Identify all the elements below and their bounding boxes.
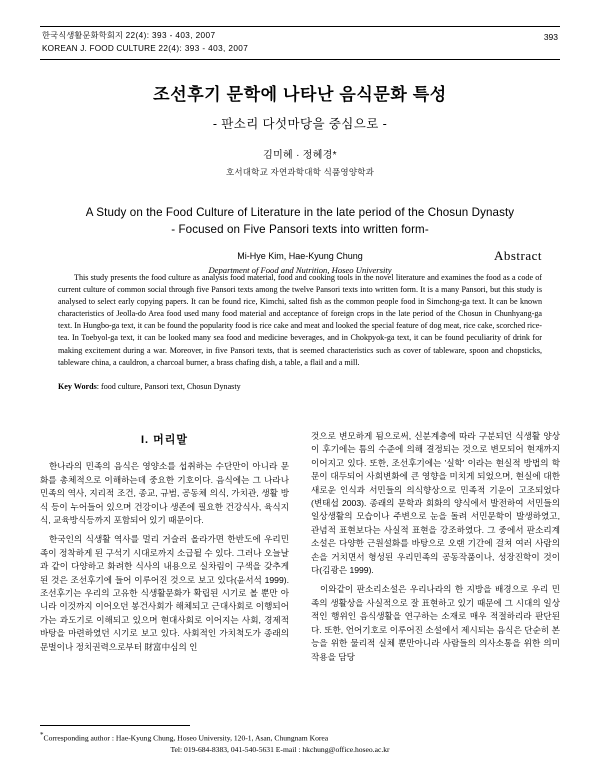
paragraph: 한나라의 민족의 음식은 영양소를 섭취하는 수단만이 아니라 문화를 총체적으로 이해하는데 중요한 기호이다. 음식에는 그 나라나 민족의 역사, 지리적 조건, 종교, 규범, 공동체 의식, 가치관, 생활 방식 등이 누어들어 있으며 건강이나 생존에 필요한 건강식사, 육식지식, 교육방식등까지 포함되어 있기 때문이다.	[40, 461, 289, 526]
abstract-heading: Abstract	[493, 248, 542, 263]
footnote-line1: Corresponding author : Hae-Kyung Chung, Hoseo University, 120-1, Asan, Chungnam Korea	[43, 734, 329, 743]
abstract-section	[58, 248, 542, 391]
authors-korean: 김미혜 · 정혜경*	[263, 150, 337, 161]
page-header	[40, 26, 560, 60]
footnote-mark: *	[40, 731, 44, 740]
paragraph: 한국인의 식생활 역사를 멀리 거슬러 올라가면 한반도에 우리민족이 정착하게 된 구석기 시대로까지 소급될 수 있다. 그러나 오늘날과 같이 다양하고 화려한 식사의 내용으로 실차림이 구색을 갖추게 된 것은 조선후기에 들어 이루어진 것으로 보고 있다(윤서석 1999). 조선후기는 우리의 고유한 식생활문화가 확립된 시기로 볼 뿐만 아니라 이것까지 이어오던 봉건사회가 해체되고 근대사회로 이행되어가는 과도기로 이해되고 있으며 현대사회로 이어지는 사회, 경제적 바탕을 마련하였던 시기로 보고 있다. 사회적인 가치척도가 종래의 문벌이나 정치권력으로부터 財富中심의 인	[40, 534, 289, 652]
keywords-value: : food culture, Pansori text, Chosun Dynasty	[96, 381, 241, 391]
column-right	[311, 430, 560, 725]
header-rule-bottom	[40, 59, 560, 60]
page-number: 393	[543, 32, 558, 42]
journal-title-english-line	[42, 43, 248, 56]
page-title-english-line1: A Study on the Food Culture of Literature in the late period of the Chosun Dynasty	[85, 206, 515, 219]
footnote-section	[40, 725, 560, 755]
keywords-label: Key Words	[58, 381, 97, 391]
affiliation-korean: 호서대학교 자연과학대학 식품영양학과	[225, 167, 375, 177]
journal-title-korean: 한국식생활문화학회지	[42, 31, 124, 40]
journal-title-korean-line	[42, 30, 248, 43]
title-block	[40, 80, 560, 275]
section-heading: I. 머리말	[140, 434, 189, 446]
keywords-line	[58, 382, 542, 391]
journal-info	[42, 30, 248, 55]
paragraph: 것으로 변모하게 됨으로써, 신분계층에 따라 구분되던 식생활 양상이 후기에는 틈의 수준에 의해 결정되는 것으로 변모되어 현재까지 이어지고 있다. 또한, 조선후기에는 '실학' 이라는 현실적 방법의 학문이 대두되어 사회변화에 큰 영향을 미치게 되었으며, 현실에 대한 새로운 인식과 서민들의 의식향상으로 민족적 기운이 고조되었다(변태섭 2003). 종래의 문학과 회화의 양식에서 발전하여 서민들의 일상생활의 모습이나 주변으로 눈을 돌려 서민문학이 발생하였고, 관념적 표현보다는 사실적 표현을 강조하였다. 그 중에서 판소리계 소설은 다양한 근원설화를 바탕으로 오랜 기간에 걸쳐 여러 사람의 손을 거치면서 형성된 우리민족의 공동작품이나, 성장진학이 것이다(김광은 1999).	[311, 431, 560, 576]
page-title-english-line2: - Focused on Five Pansori texts into written form-	[171, 223, 429, 236]
journal-volume-english: 22(4): 393 - 403, 2007	[158, 43, 249, 53]
authors-english: Mi-Hye Kim, Hae-Kyung Chung	[237, 251, 363, 261]
abstract-body: This study presents the food culture as analysis food material, food and cooking tools in the novel literature and examines the food as a code of current culture of common social through five Pansori texts among the twelve Pansori texts into written form. It is a many Pansori, but this study is analysed to select early copying papers. It can be found rice, Kimchi, salted fish as the common people food in Simchong-ga text. It can be known characteristics of Jeolla-do Area food used many food material and acceptance of foreign crops in the late period of the Chosun in Chunhyang-ga text. In Hungbo-ga text, it can be found the popularity food is rice cake and meat and looked the special feature of dog meat, rice cake, scorched rice-tea. In Toebyol-ga text, it can be looked many sea food and medicine beverages, and in Chokpyok-ga text, it can be found peculiarity of drink for making excitement during a war. Moreover, in five Pansori texts, that is seemed characteristics such as cover of tableware, spoon and chopsticks, tableware china, a cauldron, a charcoal burner, a brass chafing dish, a table, a flail and a mill.	[58, 273, 542, 367]
footnote-text	[40, 730, 560, 755]
journal-title-english: KOREAN J. FOOD CULTURE	[42, 43, 156, 53]
paragraph: 이와같이 판소리소설은 우리나라의 한 지방을 배경으로 우리 민족의 생활상을 사실적으로 잘 표현하고 있기 때문에 그 시대의 일상적인 행위인 음식생활을 연구하는 소재로 매우 적절하리라 판단된다. 또한, 언어기호로 이루어진 소설에서 제시되는 음식은 단순히 본능을 위한 물리적 실체 뿐만아니라 사람들의 의사소통을 위한 의미작용을 담당	[311, 584, 560, 662]
page-subtitle-korean: - 판소리 다섯마당을 중심으로 -	[212, 117, 388, 131]
journal-volume-korean: 22(4): 393 - 403, 2007	[125, 31, 216, 40]
affiliation-english: Department of Food and Nutrition, Hoseo University	[208, 265, 392, 275]
footnote-line2: Tel: 019-684-8383, 041-540-5631 E-mail : hkchung@office.hoseo.ac.kr	[170, 745, 390, 754]
footnote-rule	[40, 725, 190, 726]
page-title-korean: 조선후기 문학에 나타난 음식문화 특성	[153, 85, 447, 104]
column-left	[40, 430, 289, 725]
header-rule-top	[40, 26, 560, 27]
page-title-english	[40, 204, 560, 238]
body-columns	[40, 430, 560, 725]
